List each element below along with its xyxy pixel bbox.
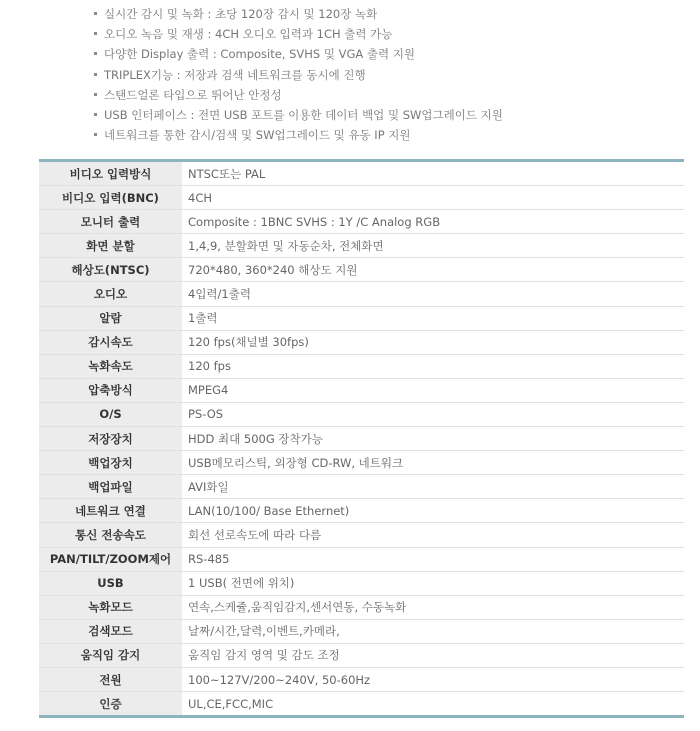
- spec-value: AVI화일: [183, 475, 685, 499]
- spec-value: 연속,스케쥴,움직임감지,센서연동, 수동녹화: [183, 595, 685, 619]
- spec-row: [39, 571, 684, 595]
- spec-label: 저장장치: [39, 427, 183, 451]
- feature-text: 오디오 녹음 및 재생 : 4CH 오디오 입력과 1CH 출력 가능: [104, 27, 393, 42]
- spec-value: 회선 선로속도에 따라 다름: [183, 523, 685, 547]
- feature-item: [94, 65, 503, 85]
- spec-value: 움직임 감지 영역 및 감도 조정: [183, 643, 685, 667]
- spec-value: RS-485: [183, 547, 685, 571]
- spec-label: 비디오 입력방식: [39, 161, 183, 186]
- spec-label: 인증: [39, 692, 183, 717]
- bullet-icon: [94, 133, 97, 136]
- spec-value: 100~127V/200~240V, 50-60Hz: [183, 667, 685, 691]
- spec-value: 120 fps: [183, 354, 685, 378]
- spec-row: [39, 692, 684, 717]
- spec-label: 움직임 감지: [39, 643, 183, 667]
- spec-row: [39, 258, 684, 282]
- spec-row: [39, 427, 684, 451]
- spec-row: [39, 282, 684, 306]
- spec-value: LAN(10/100/ Base Ethernet): [183, 499, 685, 523]
- spec-label: 녹화속도: [39, 354, 183, 378]
- spec-row: [39, 547, 684, 571]
- bullet-icon: [94, 32, 97, 35]
- spec-label: 오디오: [39, 282, 183, 306]
- spec-label: 백업장치: [39, 451, 183, 475]
- spec-row: [39, 523, 684, 547]
- spec-label: 네트워크 연결: [39, 499, 183, 523]
- bullet-icon: [94, 113, 97, 116]
- spec-row: [39, 619, 684, 643]
- spec-value: UL,CE,FCC,MIC: [188, 696, 274, 711]
- feature-item: [94, 85, 503, 105]
- feature-item: [94, 4, 503, 24]
- spec-value: 4CH: [183, 186, 685, 210]
- spec-label: 화면 분할: [39, 234, 183, 258]
- spec-row: [39, 499, 684, 523]
- spec-row: [39, 210, 684, 234]
- feature-list: [94, 4, 503, 145]
- spec-value: 날짜/시간,달력,이벤트,카메라,: [183, 619, 685, 643]
- spec-row: [39, 451, 684, 475]
- bullet-icon: [94, 12, 97, 15]
- spec-row: [39, 402, 684, 426]
- spec-table: [39, 159, 684, 718]
- spec-label: O/S: [39, 402, 183, 426]
- spec-row: [39, 234, 684, 258]
- spec-row: [39, 161, 684, 186]
- spec-label: 알람: [39, 306, 183, 330]
- spec-value: 4입력/1출력: [183, 282, 685, 306]
- spec-label: 검색모드: [39, 619, 183, 643]
- spec-label: 해상도(NTSC): [39, 258, 183, 282]
- spec-value: USB메모리스틱, 외장형 CD-RW, 네트워크: [183, 451, 685, 475]
- spec-label: 전원: [39, 667, 183, 691]
- bullet-icon: [94, 93, 97, 96]
- feature-text: USB 인터페이스 : 전면 USB 포트를 이용한 데이터 백업 및 SW업그레이드 지원: [104, 107, 503, 122]
- spec-row: [39, 330, 684, 354]
- spec-value: 1,4,9, 분할화면 및 자동순차, 전체화면: [183, 234, 685, 258]
- feature-text: 다양한 Display 출력 : Composite, SVHS 및 VGA 출력 지원: [104, 47, 416, 62]
- spec-label: 통신 전송속도: [39, 523, 183, 547]
- spec-row: [39, 643, 684, 667]
- spec-label: 감시속도: [39, 330, 183, 354]
- spec-label: 녹화모드: [39, 595, 183, 619]
- spec-value: 1 USB( 전면에 위치): [183, 571, 685, 595]
- spec-value: 720*480, 360*240 해상도 지원: [183, 258, 685, 282]
- spec-row: [39, 667, 684, 691]
- spec-row: [39, 186, 684, 210]
- feature-item: [94, 105, 503, 125]
- spec-label: 백업파일: [39, 475, 183, 499]
- feature-item: [94, 44, 503, 64]
- spec-row: [39, 354, 684, 378]
- spec-value: PS-OS: [183, 402, 685, 426]
- spec-value: 1출력: [183, 306, 685, 330]
- spec-row: [39, 595, 684, 619]
- spec-value: 120 fps(채널별 30fps): [183, 330, 685, 354]
- bullet-icon: [94, 52, 97, 55]
- feature-item: [94, 125, 503, 145]
- spec-row: [39, 306, 684, 330]
- spec-label: 모니터 출력: [39, 210, 183, 234]
- spec-value: Composite : 1BNC SVHS : 1Y /C Analog RGB: [183, 210, 685, 234]
- feature-item: [94, 24, 503, 44]
- spec-label: 압축방식: [39, 378, 183, 402]
- bullet-icon: [94, 73, 97, 76]
- spec-row: [39, 378, 684, 402]
- feature-text: 스탠드얼론 타입으로 뛰어난 안정성: [104, 87, 282, 102]
- feature-text: 실시간 감시 및 녹화 : 초당 120장 감시 및 120장 녹화: [104, 7, 378, 21]
- feature-text: 네트워크를 통한 감시/검색 및 SW업그레이드 및 유동 IP 지원: [104, 128, 411, 143]
- spec-label: 비디오 입력(BNC): [39, 186, 183, 210]
- feature-text: TRIPLEX기능 : 저장과 검색 네트워크를 동시에 진행: [104, 67, 366, 82]
- spec-value: HDD 최대 500G 장착가능: [183, 427, 685, 451]
- spec-label: PAN/TILT/ZOOM제어: [39, 547, 183, 571]
- spec-value: NTSC또는 PAL: [183, 161, 685, 186]
- spec-label: USB: [39, 571, 183, 595]
- spec-value: MPEG4: [183, 378, 685, 402]
- spec-row: [39, 475, 684, 499]
